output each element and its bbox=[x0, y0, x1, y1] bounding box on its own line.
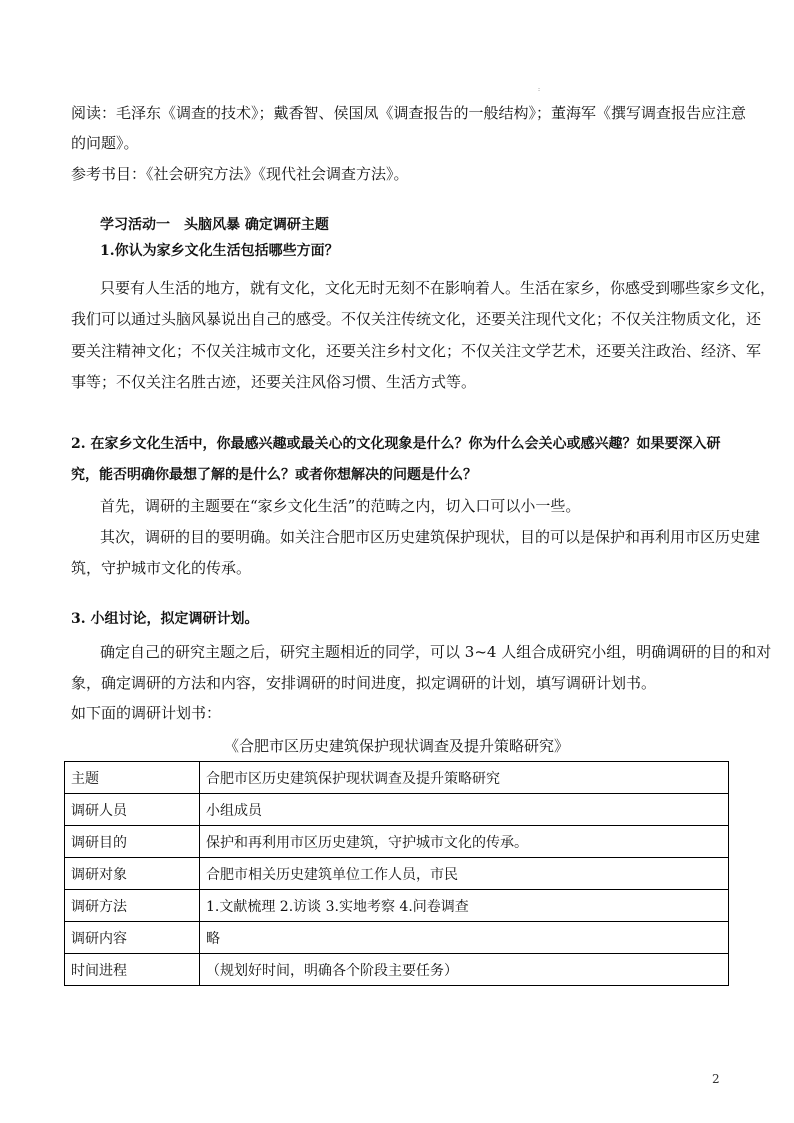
q1-body-line-1: 只要有人生活的地方，就有文化，文化无时无刻不在影响着人。生活在家乡，你感受到哪些家乡文化， bbox=[100, 279, 776, 297]
table-row bbox=[65, 762, 729, 794]
table-row bbox=[65, 922, 729, 954]
plan-label-members: 调研人员 bbox=[65, 794, 200, 826]
plan-label-schedule: 时间进程 bbox=[65, 954, 200, 986]
question-2-title-line-2: 究，能否明确你最想了解的是什么？或者你想解决的问题是什么？ bbox=[71, 467, 477, 483]
plan-value-content: 略 bbox=[200, 922, 729, 954]
research-plan-table bbox=[64, 761, 729, 986]
q1-body-line-3: 要关注精神文化；不仅关注城市文化，还要关注乡村文化；不仅关注文学艺术，还要关注政治、经济、军 bbox=[71, 342, 762, 360]
q3-body-line-2: 象，确定调研的方法和内容，安排调研的时间进度，拟定调研的计划，填写调研计划书。 bbox=[71, 674, 657, 692]
plan-value-purpose: 保护和再利用市区历史建筑，守护城市文化的传承。 bbox=[200, 826, 729, 858]
table-row bbox=[65, 954, 729, 986]
table-row bbox=[65, 890, 729, 922]
plan-value-method: 1.文献梳理 2.访谈 3.实地考察 4.问卷调查 bbox=[200, 890, 729, 922]
plan-value-schedule: （规划好时间，明确各个阶段主要任务） bbox=[200, 954, 729, 986]
page-number: 2 bbox=[712, 1072, 720, 1086]
references-line: 参考书目：《社会研究方法》《现代社会调查方法》。 bbox=[71, 165, 409, 183]
q1-body-line-4: 事等；不仅关注名胜古迹，还要关注风俗习惯、生活方式等。 bbox=[71, 373, 477, 391]
plan-value-topic: 合肥市区历史建筑保护现状调查及提升策略研究 bbox=[200, 762, 729, 794]
plan-label-topic: 主题 bbox=[65, 762, 200, 794]
q1-body-line-2: 我们可以通过头脑风暴说出自己的感受。不仅关注传统文化，还要关注现代文化；不仅关注物质文化，还 bbox=[71, 310, 762, 328]
q2-paragraph-2-line-1: 其次，调研的目的要明确。如关注合肥市区历史建筑保护现状，目的可以是保护和再利用市区历史建 bbox=[100, 528, 761, 546]
plan-label-purpose: 调研目的 bbox=[65, 826, 200, 858]
plan-label-content: 调研内容 bbox=[65, 922, 200, 954]
question-1-title: 1.你认为家乡文化生活包括哪些方面？ bbox=[100, 243, 339, 259]
question-2-title-line-1: 2. 在家乡文化生活中，你最感兴趣或最关心的文化现象是什么？你为什么会关心或感兴趣？如果要深入研 bbox=[71, 436, 721, 452]
plan-value-members: 小组成员 bbox=[200, 794, 729, 826]
q2-paragraph-1: 首先，调研的主题要在“家乡文化生活”的范畴之内，切入口可以小一些。 bbox=[100, 497, 581, 515]
plan-title: 《合肥市区历史建筑保护现状调查及提升策略研究》 bbox=[223, 737, 569, 755]
q3-body-line-1: 确定自己的研究主题之后，研究主题相近的同学，可以 3~4 人组合成研究小组，明确调研的目的和对 bbox=[100, 643, 772, 661]
table-row bbox=[65, 826, 729, 858]
table-row bbox=[65, 858, 729, 890]
question-3-title: 3. 小组讨论，拟定调研计划。 bbox=[71, 611, 259, 627]
reading-line-1: 阅读：毛泽东《调查的技术》；戴香智、侯国凤《调查报告的一般结构》；董海军《撰写调查报告应注意 bbox=[71, 104, 747, 122]
table-row bbox=[65, 794, 729, 826]
q2-paragraph-2-line-2: 筑，守护城市文化的传承。 bbox=[71, 559, 252, 577]
activity-title: 学习活动一 头脑风暴 确定调研主题 bbox=[100, 217, 329, 233]
plan-value-object: 合肥市相关历史建筑单位工作人员，市民 bbox=[200, 858, 729, 890]
plan-label-object: 调研对象 bbox=[65, 858, 200, 890]
plan-label-method: 调研方法 bbox=[65, 890, 200, 922]
reading-line-2: 的问题》。 bbox=[71, 134, 139, 152]
header-mark: : bbox=[538, 86, 541, 93]
q3-body-line-3: 如下面的调研计划书： bbox=[71, 704, 222, 722]
